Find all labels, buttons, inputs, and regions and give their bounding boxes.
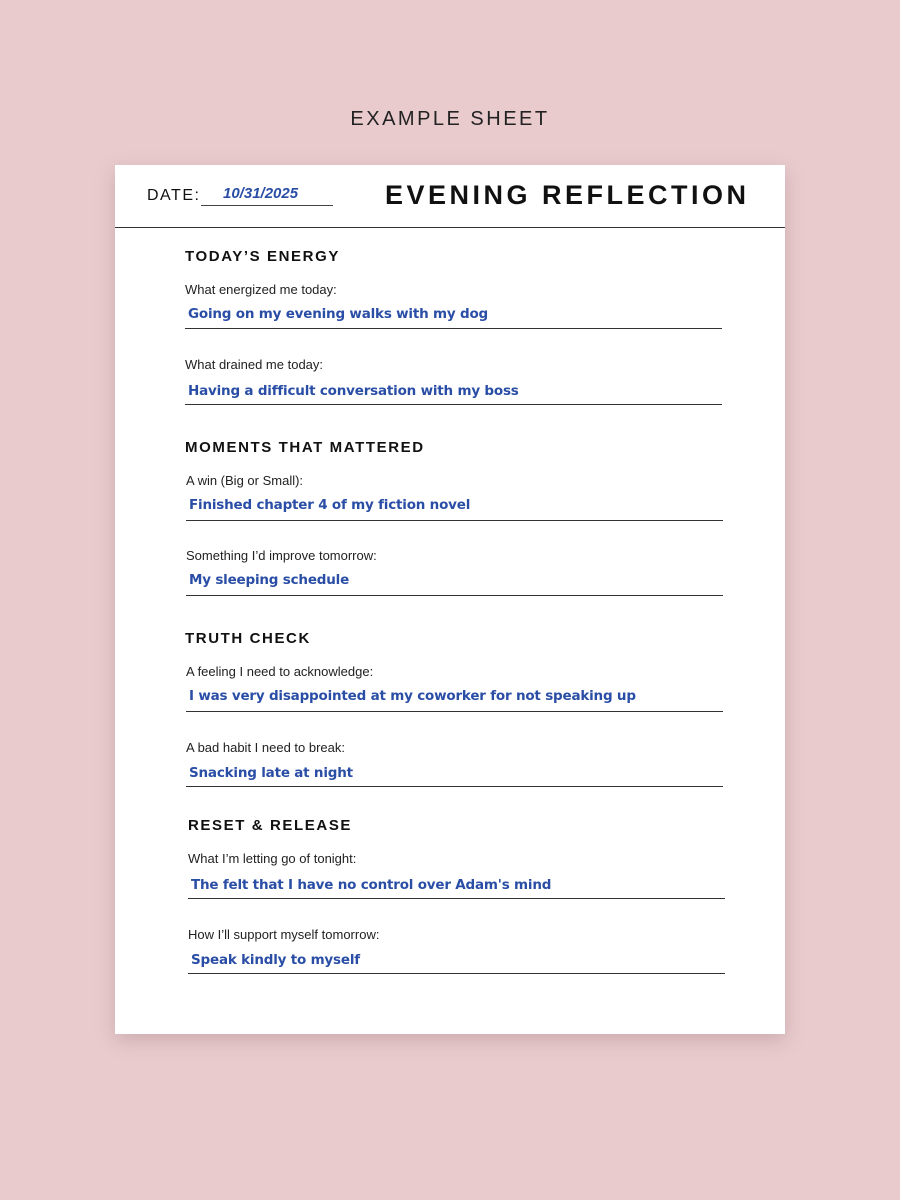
field-label: A feeling I need to acknowledge: (186, 664, 374, 679)
sheet-title: EVENING REFLECTION (385, 180, 750, 210)
example-sheet-caption: EXAMPLE SHEET (350, 108, 550, 130)
field-answer[interactable]: Going on my evening walks with my dog (188, 306, 488, 322)
answer-line (186, 520, 723, 521)
answer-line (186, 595, 723, 596)
section-heading: TODAY’S ENERGY (185, 248, 340, 265)
field-answer[interactable]: Having a difficult conversation with my boss (188, 383, 519, 399)
date-line (201, 205, 333, 206)
section-heading: TRUTH CHECK (185, 630, 311, 647)
field-answer[interactable]: The felt that I have no control over Adam's mind (191, 877, 552, 893)
answer-line (185, 328, 722, 329)
field-label: Something I’d improve tomorrow: (186, 548, 377, 563)
section-heading: RESET & RELEASE (188, 817, 353, 834)
answer-line (186, 711, 723, 712)
answer-line (186, 786, 723, 787)
answer-line (188, 973, 725, 974)
field-answer[interactable]: Speak kindly to myself (191, 952, 360, 968)
field-label: A bad habit I need to break: (186, 740, 346, 755)
field-answer[interactable]: Finished chapter 4 of my fiction novel (189, 497, 471, 513)
date-label: DATE: (147, 187, 201, 204)
section-heading: MOMENTS THAT MATTERED (185, 439, 425, 456)
field-label: What I’m letting go of tonight: (188, 851, 357, 866)
field-label: How I’ll support myself tomorrow: (188, 927, 380, 942)
field-answer[interactable]: Snacking late at night (189, 765, 353, 781)
date-field[interactable]: 10/31/2025 (223, 185, 299, 202)
field-answer[interactable]: My sleeping schedule (189, 572, 350, 588)
header-divider (115, 227, 785, 228)
field-label: What energized me today: (185, 282, 337, 297)
answer-line (188, 898, 725, 899)
field-label: A win (Big or Small): (186, 473, 304, 488)
reflection-sheet (115, 165, 785, 1034)
field-label: What drained me today: (185, 357, 324, 372)
field-answer[interactable]: I was very disappointed at my coworker for not speaking up (189, 688, 636, 704)
answer-line (185, 404, 722, 405)
